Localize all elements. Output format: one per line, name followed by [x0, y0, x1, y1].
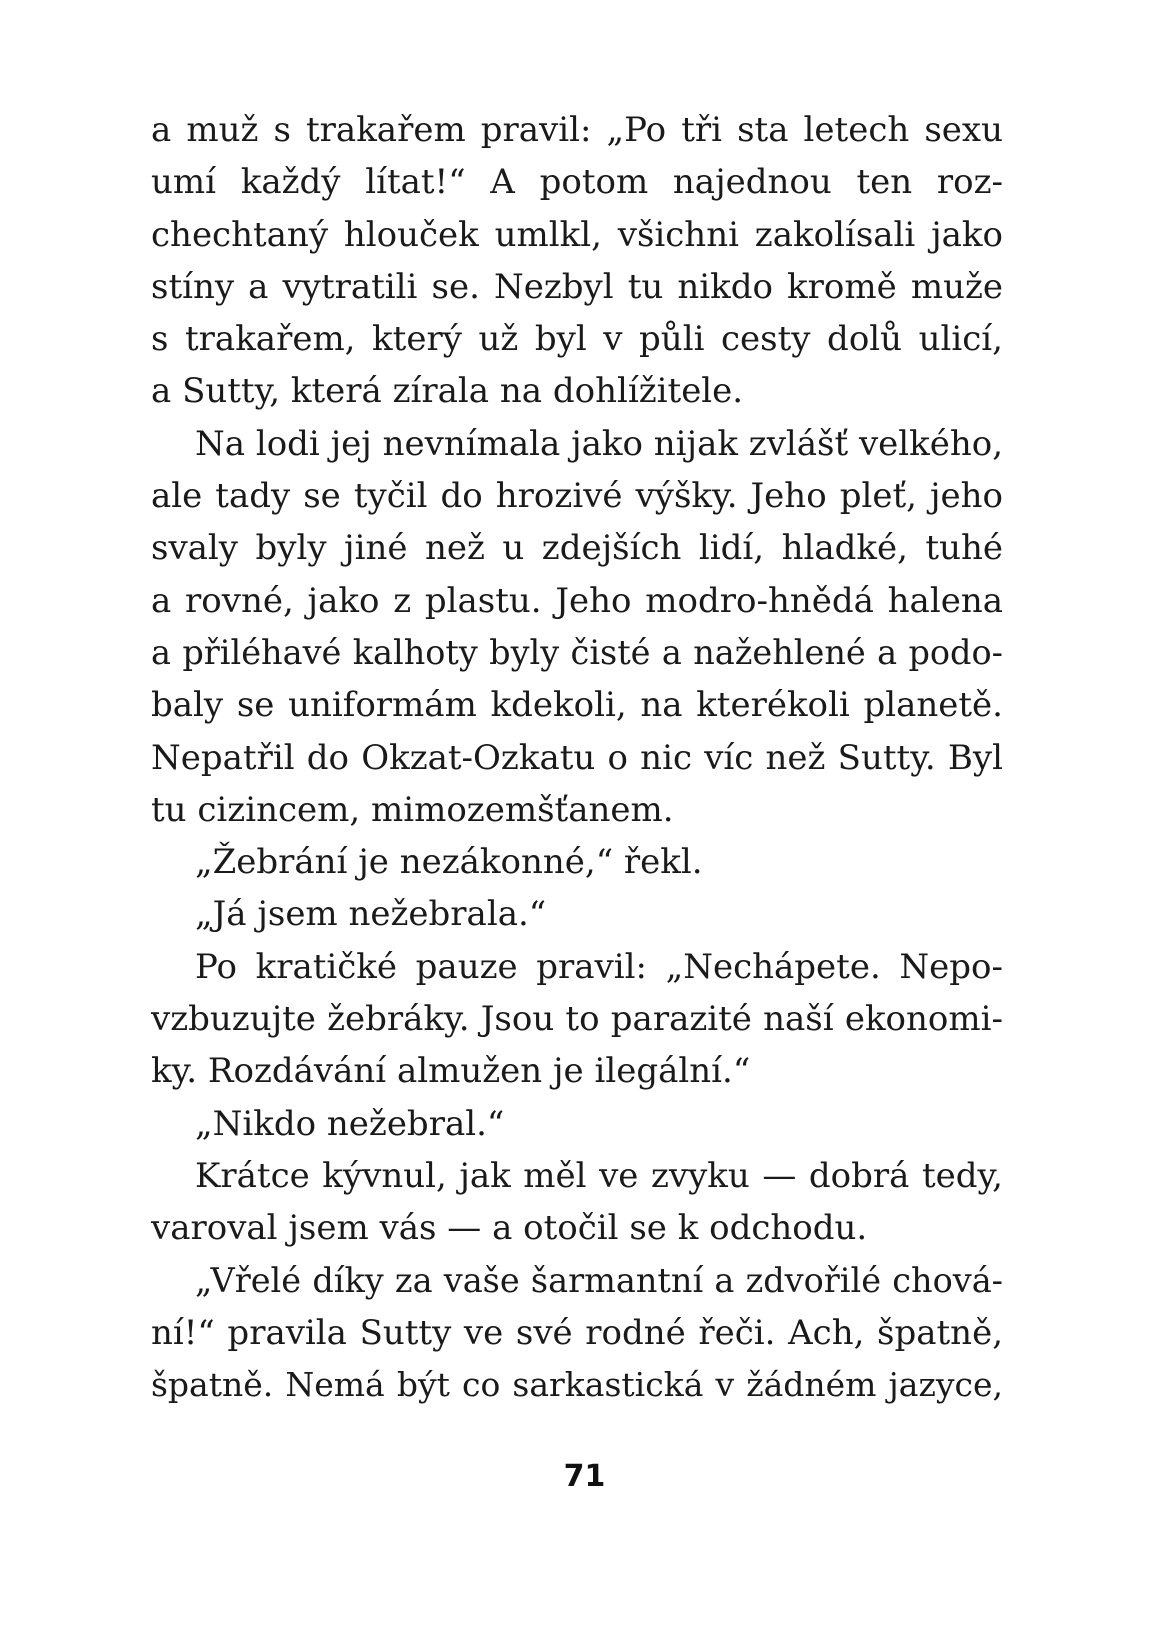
text-line: „Vřelé díky za vaše šarmantní a zdvořilé chová-	[195, 1260, 1003, 1300]
text-line: a Sutty, která zírala na dohlížitele.	[151, 371, 744, 412]
text-line: a rovné, jako z plastu. Jeho modro-hnědá halena	[151, 580, 1003, 621]
text-line: ale tady se tyčil do hrozivé výšky. Jeho pleť, jeho	[151, 476, 1003, 517]
text-line: „Já jsem nežebrala.“	[195, 894, 547, 935]
text-line: ky. Rozdávání almužen je ilegální.“	[151, 1051, 751, 1092]
text-line: a muž s trakařem pravil: „Po tři sta letech sexu	[151, 110, 1003, 150]
text-line: varoval jsem vás — a otočil se k odchodu.	[151, 1208, 868, 1249]
text-line: Na lodi jej nevnímala jako nijak zvlášť velkého,	[195, 423, 1004, 464]
text-line: a přiléhavé kalhoty byly čisté a nažehlené a podo-	[151, 632, 1003, 672]
text-line: s trakařem, který už byl v půli cesty dolů ulicí,	[151, 319, 1003, 360]
page-number: 71	[563, 1459, 606, 1494]
text-line: „Nikdo nežebral.“	[195, 1103, 505, 1144]
text-line: svaly byly jiné než u zdejších lidí, hladké, tuhé	[151, 528, 1003, 569]
text-line: baly se uniformám kdekoli, na kterékoli planetě.	[151, 685, 1003, 726]
text-line: chechtaný hlouček umlkl, všichni zakolísali jako	[151, 214, 1003, 255]
text-line: špatně. Nemá být co sarkastická v žádném jazyce,	[151, 1365, 1003, 1405]
body-text	[151, 104, 1003, 1411]
text-line: vzbuzujte žebráky. Jsou to parazité naší ekonomi-	[151, 999, 1003, 1040]
text-line: umí každý lítat!“ A potom najednou ten roz-	[151, 162, 1003, 203]
text-line: stíny a vytratili se. Nezbyl tu nikdo kromě muže	[151, 266, 1003, 307]
text-line: Po kratičké pauze pravil: „Nechápete. Nepo-	[195, 946, 1003, 987]
text-line: ní!“ pravila Sutty ve své rodné řeči. Ach, špatně,	[151, 1312, 1003, 1353]
text-line: Krátce kývnul, jak měl ve zvyku — dobrá tedy,	[195, 1155, 1003, 1196]
text-line: Nepatřil do Okzat-Ozkatu o nic víc než Sutty. Byl	[151, 737, 1003, 778]
text-line: „Žebrání je nezákonné,“ řekl.	[195, 842, 703, 883]
text-line: tu cizincem, mimozemšťanem.	[151, 789, 674, 830]
